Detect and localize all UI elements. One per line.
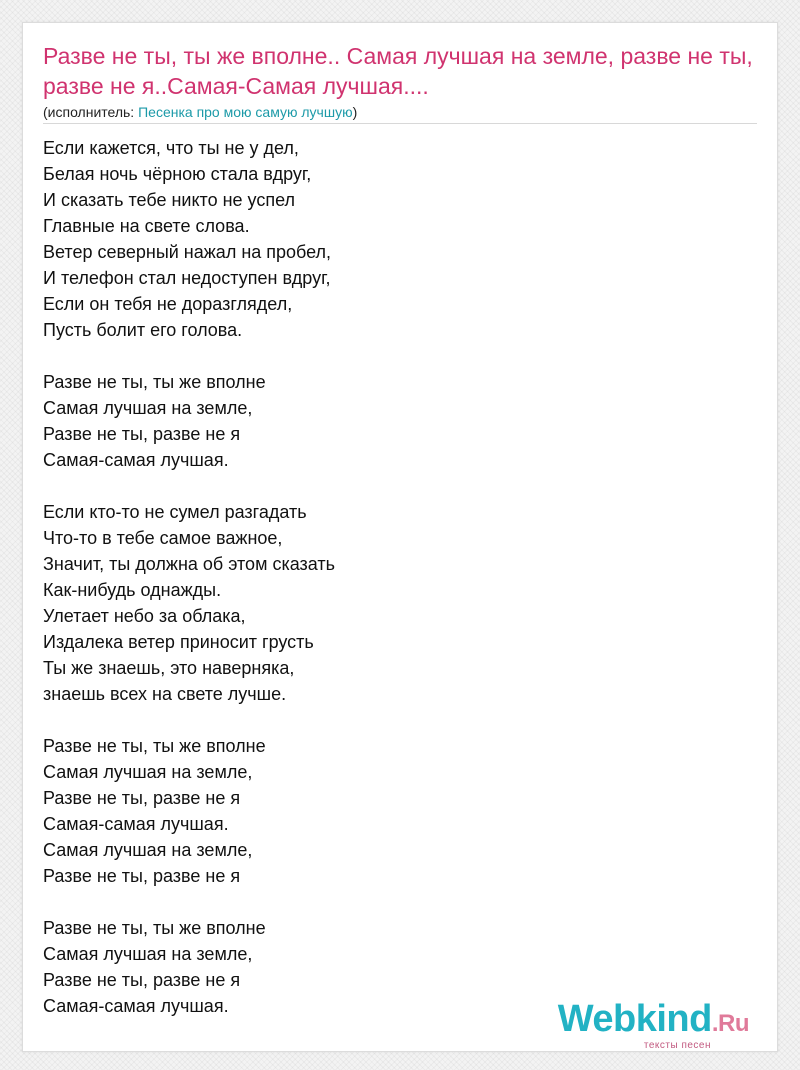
lyric-line: Что-то в тебе самое важное,: [43, 528, 283, 548]
lyric-line: Значит, ты должна об этом сказать: [43, 554, 336, 574]
lyrics-body: [43, 135, 757, 1019]
logo-tld: .Ru: [711, 1010, 749, 1037]
logo-wordmark: [529, 998, 749, 1045]
stanza-gap: [43, 707, 757, 733]
lyric-line: Самая-самая лучшая.: [43, 450, 229, 470]
lyrics-card: [22, 22, 778, 1052]
logo-name: Webkind: [557, 998, 712, 1040]
lyric-line: Если он тебя не доразглядел,: [43, 294, 293, 314]
lyric-line: Белая ночь чёрною стала вдруг,: [43, 164, 312, 184]
stanza-gap: [43, 889, 757, 915]
lyric-line: Если кажется, что ты не у дел,: [43, 138, 299, 158]
lyric-line: Если кто-то не сумел разгадать: [43, 502, 307, 522]
lyric-line: Издалека ветер приносит грусть: [43, 632, 314, 652]
stanza-gap: [43, 473, 757, 499]
lyric-line: Самая лучшая на земле,: [43, 398, 253, 418]
lyric-line: Разве не ты, разве не я: [43, 970, 241, 990]
lyric-line: Разве не ты, разве не я: [43, 788, 241, 808]
performer-suffix: ): [352, 104, 358, 120]
performer-line: [43, 103, 357, 121]
lyric-line: Разве не ты, ты же вполне: [43, 372, 266, 392]
lyric-line: Самая лучшая на земле,: [43, 762, 253, 782]
title-divider: [43, 123, 757, 124]
lyric-line: И телефон стал недоступен вдруг,: [43, 268, 331, 288]
lyric-line: Разве не ты, ты же вполне: [43, 736, 266, 756]
lyric-line: Пусть болит его голова.: [43, 320, 243, 340]
lyric-line: Разве не ты, разве не я: [43, 866, 241, 886]
site-logo[interactable]: [529, 998, 749, 1051]
lyric-line: Самая-самая лучшая.: [43, 814, 229, 834]
lyric-line: Самая-самая лучшая.: [43, 996, 229, 1016]
lyric-line: Самая лучшая на земле,: [43, 840, 253, 860]
lyric-line: Разве не ты, ты же вполне: [43, 918, 266, 938]
lyric-line: Как-нибудь однажды.: [43, 580, 222, 600]
page-title: Разве не ты, ты же вполне.. Самая лучшая на земле, разве не ты, разве не я..Самая-Самая лучшая....: [43, 43, 753, 99]
lyric-line: Главные на свете слова.: [43, 216, 250, 236]
lyric-line: знаешь всех на свете лучше.: [43, 684, 287, 704]
performer-prefix: (исполнитель:: [43, 104, 139, 120]
logo-tagline: тексты песен: [643, 1040, 711, 1051]
stanza-gap: [43, 343, 757, 369]
lyric-line: Самая лучшая на земле,: [43, 944, 253, 964]
lyric-line: Ветер северный нажал на пробел,: [43, 242, 332, 262]
lyric-line: И сказать тебе никто не успел: [43, 190, 296, 210]
performer-link[interactable]: Песенка про мою самую лучшую: [138, 104, 353, 120]
lyric-line: Улетает небо за облака,: [43, 606, 246, 626]
lyric-line: Разве не ты, разве не я: [43, 424, 241, 444]
lyric-line: Ты же знаешь, это наверняка,: [43, 658, 295, 678]
